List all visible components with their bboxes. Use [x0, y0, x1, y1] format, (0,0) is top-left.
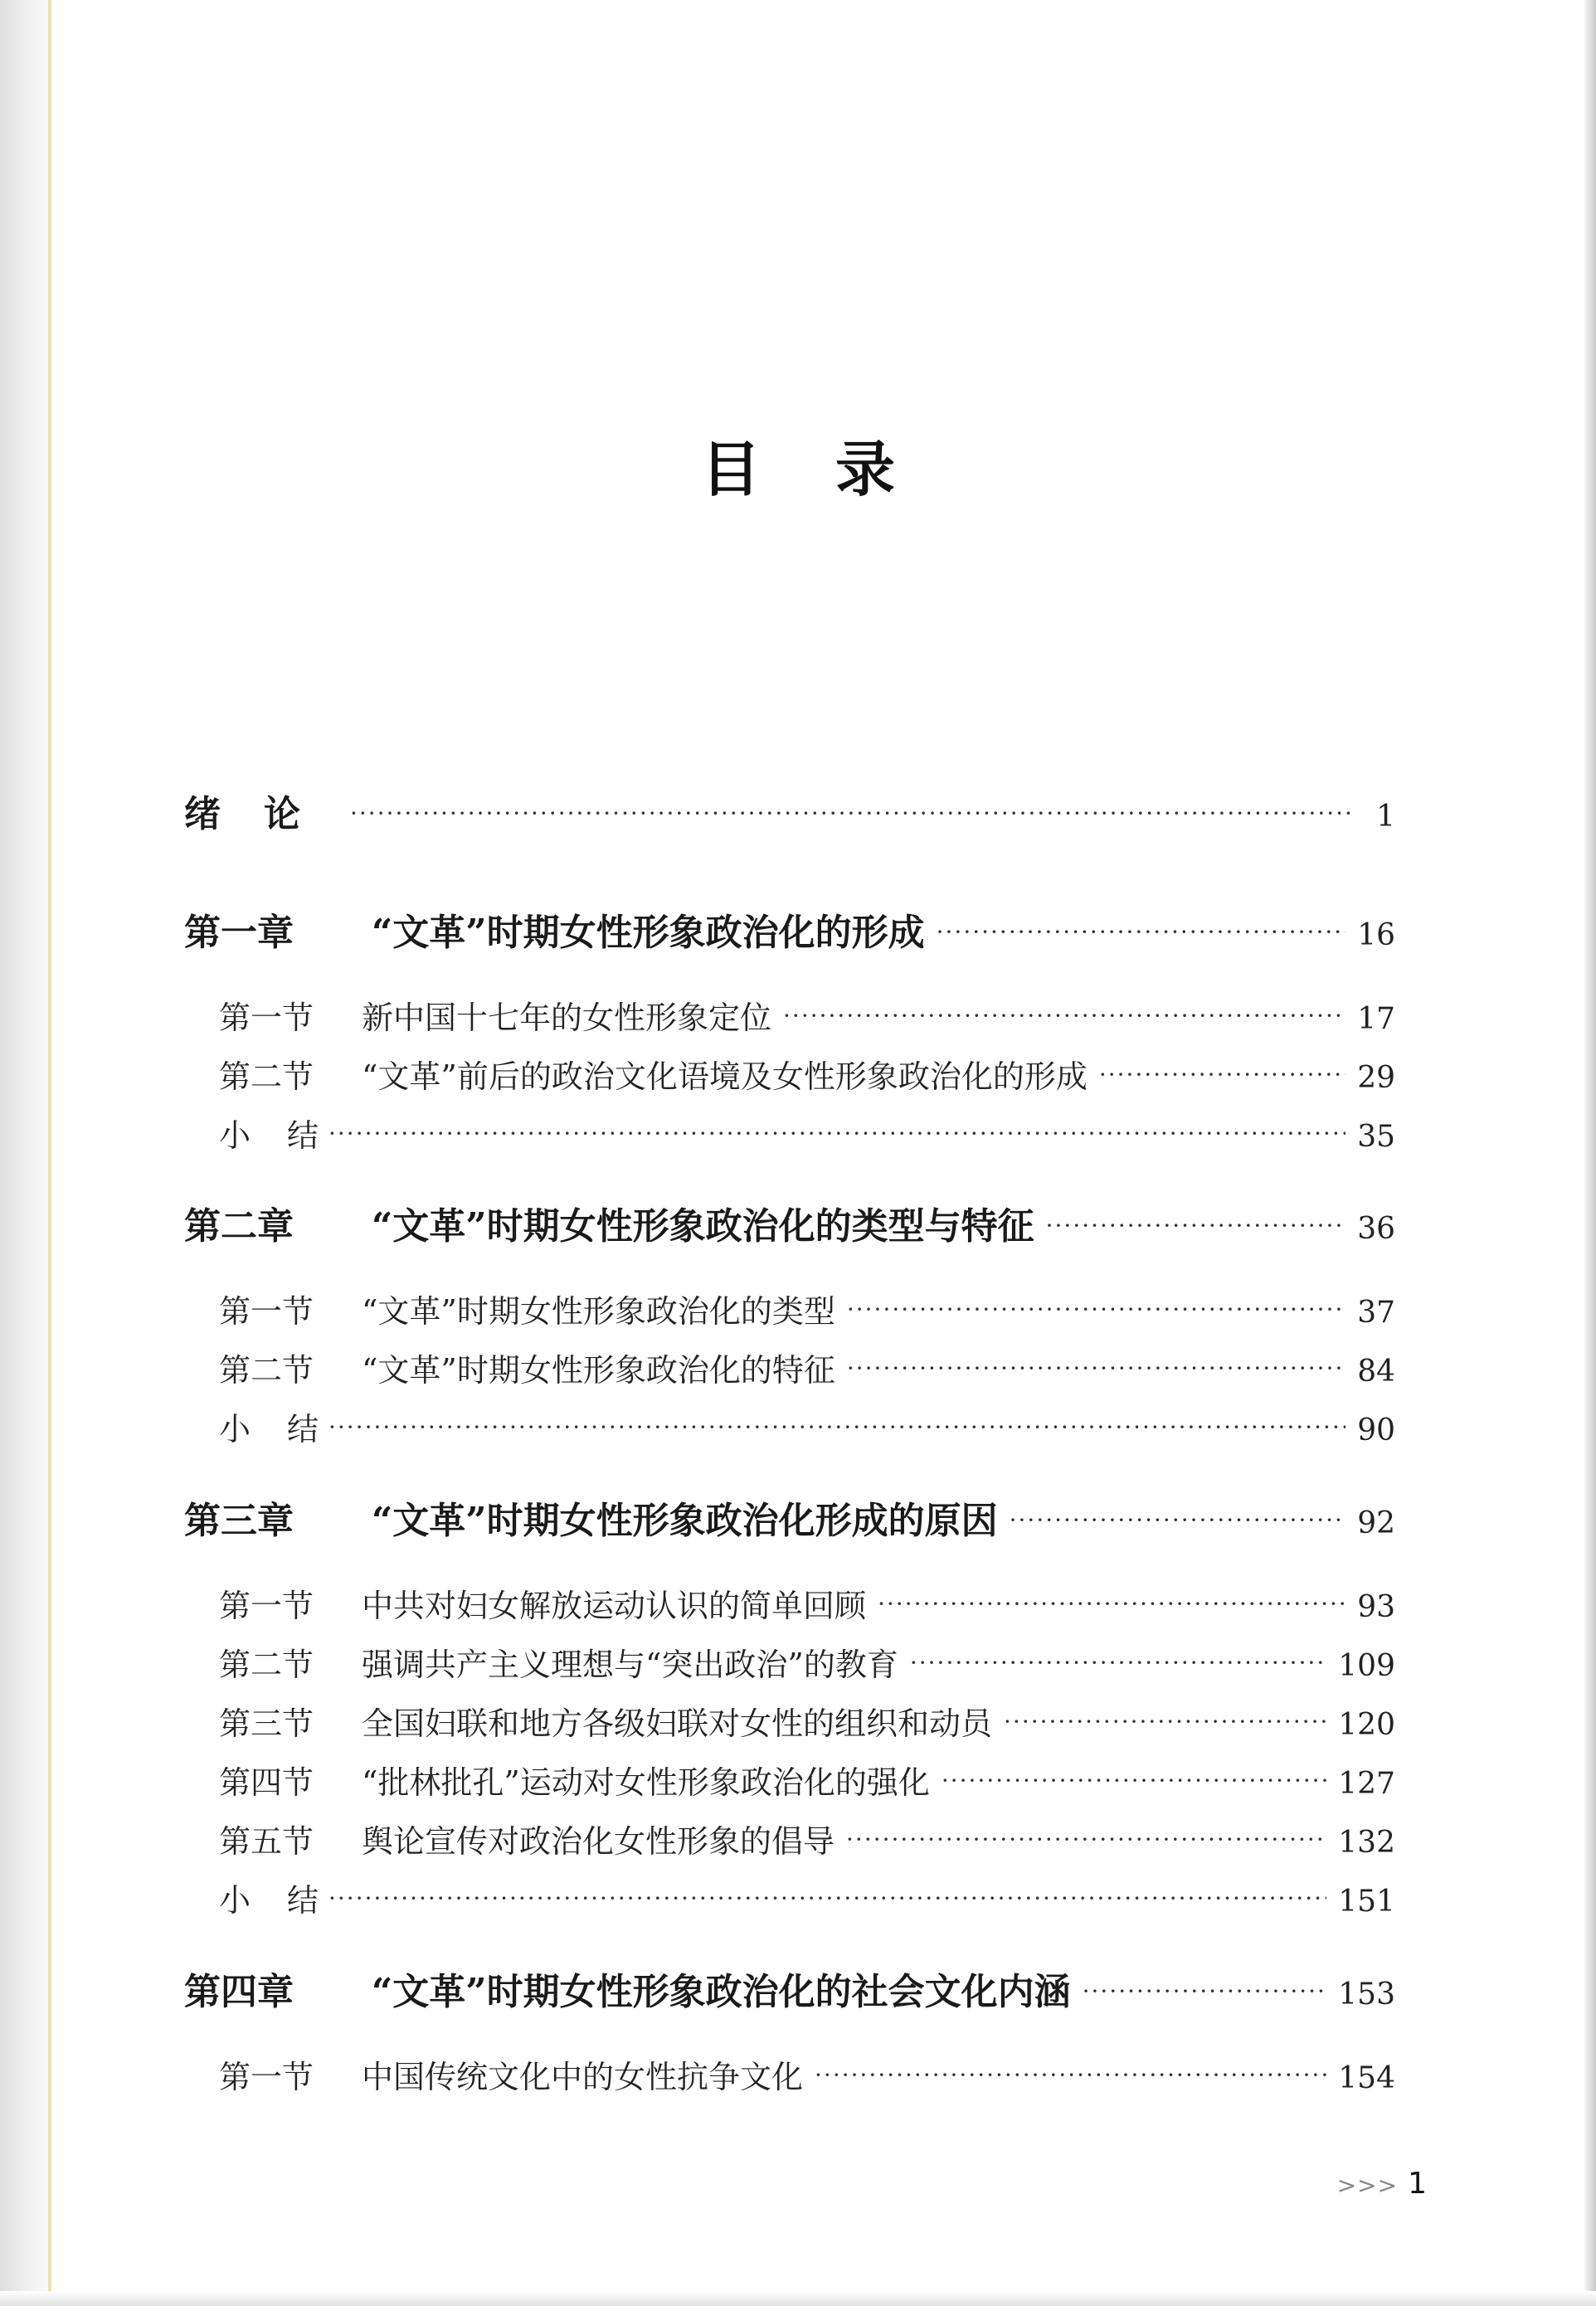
toc-entry-section[interactable] [184, 1286, 1395, 1331]
page-number: 84 [1357, 1355, 1395, 1389]
leader-dots [847, 1355, 1345, 1382]
toc-label: 绪论 [184, 793, 343, 835]
leader-dots [1046, 1212, 1346, 1239]
page-number: 37 [1357, 1296, 1395, 1330]
section-label: 第二节 [219, 1647, 314, 1683]
section-title: “文革”前后的政治文化语境及女性形象政治化的形成 [362, 1058, 1088, 1095]
footer-arrows: >>> [1336, 2172, 1399, 2199]
section-title: “批林批孔”运动对女性形象政治化的强化 [362, 1764, 930, 1801]
leader-dots [1010, 1506, 1346, 1534]
chapter-title: “文革”时期女性形象政治化的类型与特征 [372, 1205, 1034, 1248]
chapter-label: 第一章 [184, 912, 294, 954]
toc-entry-summary[interactable] [184, 1404, 1395, 1449]
section-label: 第四节 [219, 1764, 314, 1801]
toc-entry-chapter-1[interactable] [184, 902, 1395, 956]
page-number: 17 [1357, 1002, 1395, 1036]
section-title: 中国传统文化中的女性抗争文化 [362, 2059, 804, 2095]
section-title: “文革”时期女性形象政治化的特征 [362, 1352, 835, 1389]
leader-dots [910, 1649, 1326, 1676]
chapter-label: 第二章 [184, 1205, 294, 1248]
page-number: 127 [1338, 1767, 1395, 1801]
page-number: 120 [1338, 1708, 1395, 1742]
section-title: 强调共产主义理想与“突出政治”的教育 [362, 1647, 898, 1683]
leader-dots [846, 1826, 1326, 1853]
section-label: 小结 [219, 1411, 356, 1447]
toc-entry-section[interactable] [184, 1639, 1395, 1685]
page-edge-left [0, 0, 53, 2306]
chapter-label: 第四章 [184, 1971, 294, 2013]
section-label: 小结 [219, 1117, 356, 1154]
page-number: 29 [1357, 1061, 1395, 1095]
toc-entry-summary[interactable] [184, 1875, 1395, 1920]
page-number: 35 [1357, 1120, 1395, 1154]
toc-entry-section[interactable] [184, 1757, 1395, 1802]
page-footer [1337, 2167, 1427, 2201]
page-number: 1 [1376, 800, 1395, 834]
page-edge-right [1584, 0, 1596, 2306]
leader-dots [328, 1120, 1345, 1147]
leader-dots [815, 2061, 1326, 2089]
folio-page-number: 1 [1408, 2167, 1427, 2201]
toc-entry-section[interactable] [184, 992, 1395, 1038]
page-title: 目录 [700, 435, 970, 504]
leader-dots [783, 1002, 1345, 1029]
leader-dots [350, 800, 1350, 827]
section-label: 第二节 [219, 1352, 314, 1389]
leader-dots [328, 1413, 1345, 1441]
section-title: 舆论宣传对政治化女性形象的倡导 [362, 1823, 835, 1860]
toc-entry-intro[interactable] [184, 784, 1395, 837]
leader-dots [847, 1296, 1345, 1323]
page-number: 92 [1357, 1506, 1395, 1540]
leader-dots [937, 918, 1346, 946]
section-title: 全国妇联和地方各级妇联对女性的组织和动员 [362, 1705, 993, 1742]
page-edge-bottom [0, 2291, 1596, 2306]
toc-entry-section[interactable] [184, 1698, 1395, 1744]
section-title: “文革”时期女性形象政治化的类型 [362, 1293, 835, 1330]
page-number: 16 [1357, 918, 1395, 952]
toc-entry-chapter-2[interactable] [184, 1196, 1395, 1249]
section-label: 第二节 [219, 1058, 314, 1095]
section-label: 第一节 [219, 1000, 314, 1036]
section-title: 新中国十七年的女性形象定位 [362, 1000, 772, 1036]
toc-entry-section[interactable] [184, 1580, 1395, 1626]
page-number: 36 [1357, 1212, 1395, 1246]
section-label: 第一节 [219, 1293, 314, 1330]
section-title: 中共对妇女解放运动认识的简单回顾 [362, 1588, 867, 1624]
leader-dots [1083, 1978, 1327, 2005]
chapter-title: “文革”时期女性形象政治化的社会文化内涵 [372, 1971, 1071, 2013]
leader-dots [328, 1885, 1326, 1912]
toc-entry-chapter-4[interactable] [184, 1962, 1395, 2015]
page-number: 153 [1338, 1978, 1395, 2012]
page-number: 132 [1338, 1826, 1395, 1860]
page-number: 154 [1338, 2061, 1395, 2095]
leader-dots [1004, 1708, 1326, 1735]
section-label: 第三节 [219, 1705, 314, 1742]
page-number: 151 [1338, 1885, 1395, 1919]
chapter-title: “文革”时期女性形象政治化的形成 [372, 912, 925, 954]
section-label: 第一节 [219, 1588, 314, 1624]
page-number: 93 [1357, 1590, 1395, 1624]
toc-entry-chapter-3[interactable] [184, 1491, 1395, 1544]
leader-dots [878, 1590, 1345, 1618]
section-label: 小结 [219, 1882, 356, 1919]
page-number: 109 [1338, 1649, 1395, 1683]
page-number: 90 [1357, 1413, 1395, 1447]
leader-dots [1099, 1061, 1345, 1088]
section-label: 第一节 [219, 2059, 314, 2095]
toc-entry-section[interactable] [184, 1816, 1395, 1861]
toc-entry-section[interactable] [184, 1051, 1395, 1097]
chapter-title: “文革”时期女性形象政治化形成的原因 [372, 1500, 998, 1542]
chapter-label: 第三章 [184, 1500, 294, 1542]
toc-entry-section[interactable] [184, 2051, 1395, 2097]
leader-dots [942, 1767, 1326, 1794]
toc-entry-section[interactable] [184, 1345, 1395, 1390]
section-label: 第五节 [219, 1823, 314, 1860]
toc-entry-summary[interactable] [184, 1110, 1395, 1155]
